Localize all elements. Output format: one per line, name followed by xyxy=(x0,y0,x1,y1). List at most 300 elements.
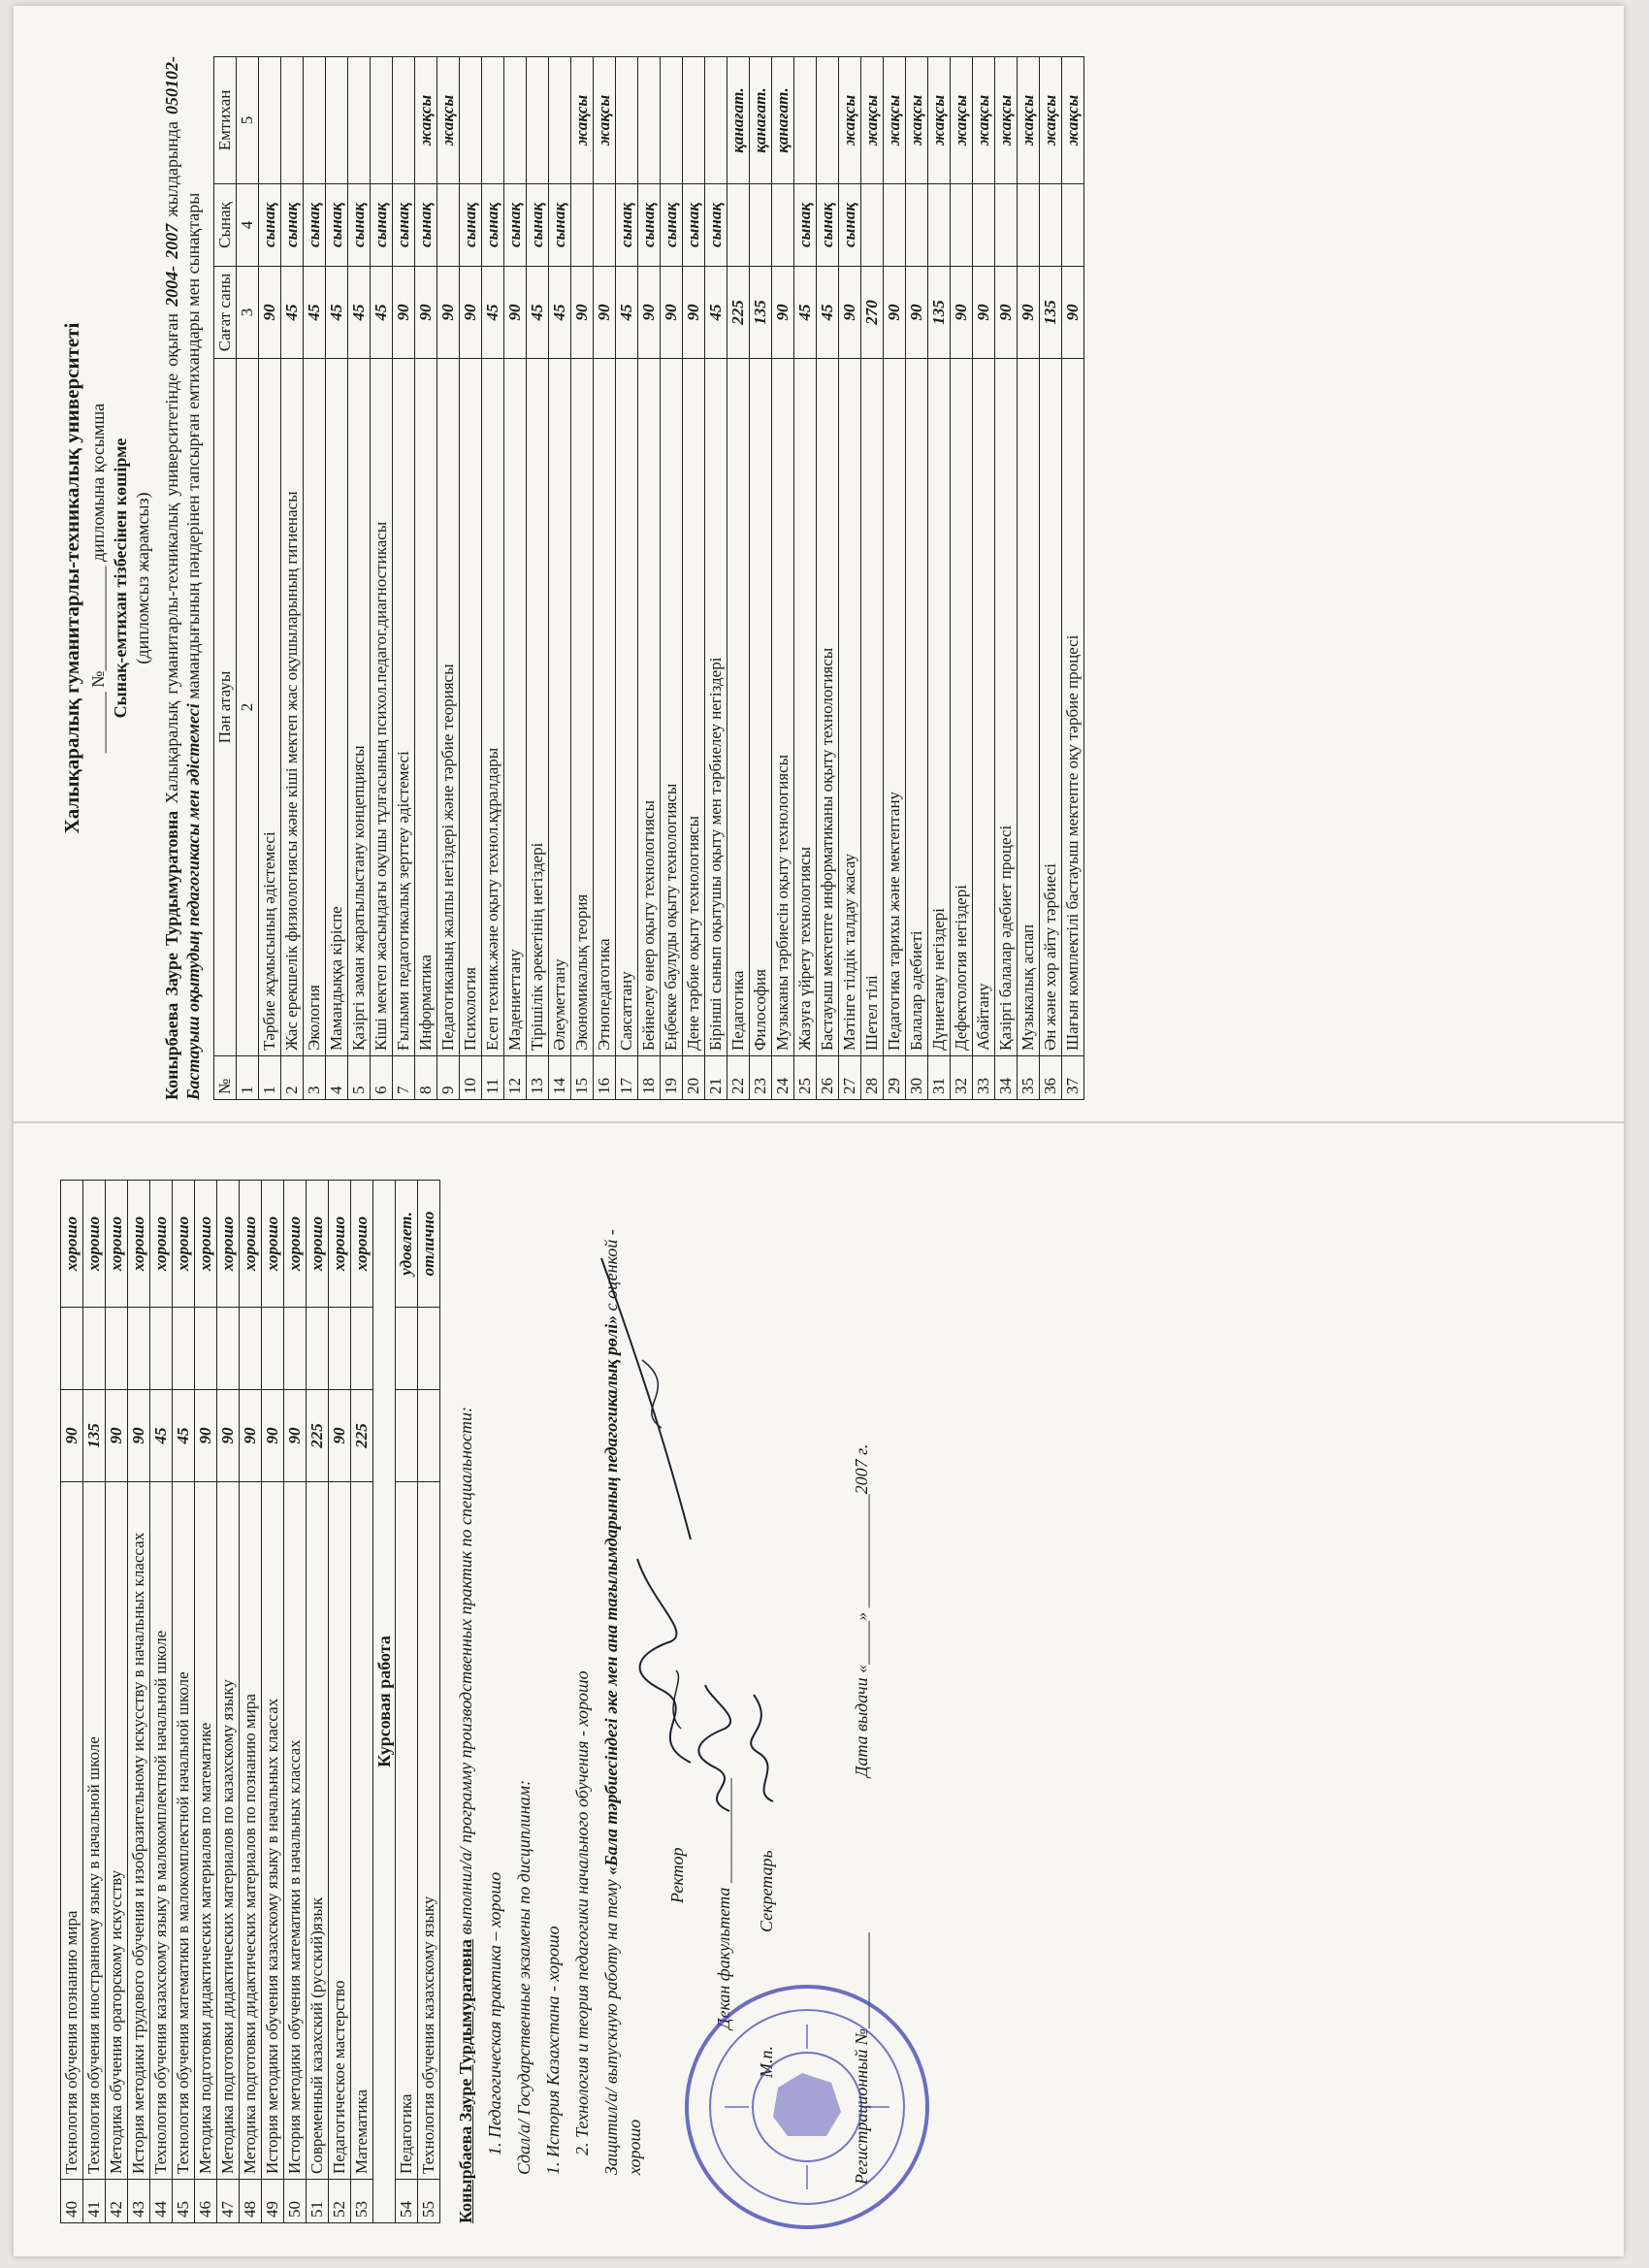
exam-grade xyxy=(348,57,371,184)
test-result xyxy=(884,184,906,267)
test-result xyxy=(284,1308,307,1390)
table-row xyxy=(217,1181,240,2223)
exam-grade xyxy=(304,57,326,184)
test-result xyxy=(951,184,973,267)
table-row xyxy=(906,57,928,1100)
thesis-paragraph: Защитил/а/ выпускную работу на тему «Бала тәрбиесіндегі әке мен ана тағылымдарының педагогикалық рөлі» с оценкой - хорошо xyxy=(601,1229,644,2175)
exam-grade: жақсы xyxy=(884,57,906,184)
hours: 90 xyxy=(638,267,661,359)
subject-name: Мамандыққа кіріспе xyxy=(326,359,348,1056)
table-row xyxy=(728,57,750,1100)
table-row xyxy=(351,1181,373,2223)
test-result: сынақ xyxy=(683,184,705,267)
exam-grade xyxy=(616,57,638,184)
test-result: сынақ xyxy=(415,184,437,267)
table-row xyxy=(839,57,861,1100)
hours: 90 xyxy=(284,1390,307,1482)
secretary-signature xyxy=(739,1690,792,1806)
row-number: 8 xyxy=(415,1056,437,1100)
exam-grade xyxy=(794,57,817,184)
hours: 45 xyxy=(326,267,348,359)
exam-grade: хорошо xyxy=(262,1181,284,1308)
col-hours: Сағат саны xyxy=(214,267,237,359)
row-number: 20 xyxy=(683,1056,705,1100)
subject-name: Методика обучения ораторскому искусству xyxy=(106,1482,128,2180)
table-row xyxy=(61,1181,83,2223)
test-result xyxy=(262,1308,284,1390)
grades-table-ru xyxy=(60,1180,440,2223)
exam-grade: қанағат. xyxy=(772,57,794,184)
table-row xyxy=(928,57,951,1100)
row-number: 11 xyxy=(482,1056,504,1100)
table-row xyxy=(304,57,326,1100)
hours: 90 xyxy=(415,267,437,359)
hours: 90 xyxy=(906,267,928,359)
exam-grade: жақсы xyxy=(973,57,995,184)
row-number: 24 xyxy=(772,1056,794,1100)
exam-grade xyxy=(482,57,504,184)
table-row xyxy=(861,57,884,1100)
test-result: сынақ xyxy=(393,184,415,267)
subject-name: Бастауыш мектепте информатиканы оқыту технологиясы xyxy=(817,359,839,1056)
subject-name: Педагогика тарихы және мектептану xyxy=(884,359,906,1056)
subject-name: История методики обучения математики в начальных классах xyxy=(284,1482,307,2180)
row-number: 7 xyxy=(393,1056,415,1100)
subject-name: Тәрбие жұмысының әдістемесі xyxy=(259,359,281,1056)
subject-name: Шетел тілі xyxy=(861,359,884,1056)
row-number: 25 xyxy=(794,1056,817,1100)
subject-name: Этнопедагогика xyxy=(594,359,616,1056)
hours: 90 xyxy=(437,267,460,359)
subject-name: Экология xyxy=(304,359,326,1056)
test-result xyxy=(1062,184,1084,267)
subject-name: Экономикалық теория xyxy=(571,359,594,1056)
subject-name: Бейнелеу өнер оқыту технологиясы xyxy=(638,359,661,1056)
exam-grade xyxy=(259,57,281,184)
subject-name: Технология обучения казахскому языку в малокомплектной начальной школе xyxy=(150,1482,173,2180)
test-result xyxy=(861,184,884,267)
table-row xyxy=(1040,57,1062,1100)
table-row xyxy=(281,57,304,1100)
subject-name: Философия xyxy=(750,359,772,1056)
exam-grade: хорошо xyxy=(329,1181,351,1308)
row-number: 49 xyxy=(262,2180,284,2223)
table-row xyxy=(418,1181,440,2223)
exam-grade: жақсы xyxy=(951,57,973,184)
hours: 45 xyxy=(817,267,839,359)
subject-name: Дефектология негіздері xyxy=(951,359,973,1056)
hours: 90 xyxy=(106,1390,128,1482)
hours: 135 xyxy=(750,267,772,359)
table-row xyxy=(128,1181,150,2223)
subject-name: Технология обучения познанию мира xyxy=(61,1482,83,2180)
hours: 90 xyxy=(195,1390,217,1482)
signature-block xyxy=(652,1180,943,2223)
exam-grade xyxy=(638,57,661,184)
hours: 225 xyxy=(351,1390,373,1482)
row-number: 44 xyxy=(150,2180,173,2223)
exam-grade xyxy=(661,57,683,184)
subject-name: Технология обучения иностранному языку в начальной школе xyxy=(83,1482,106,2180)
exam-grade: хорошо xyxy=(351,1181,373,1308)
table-row xyxy=(683,57,705,1100)
hours: 45 xyxy=(371,267,393,359)
table-row xyxy=(527,57,549,1100)
exam-grade: хорошо xyxy=(195,1181,217,1308)
secretary-label: Секретарь xyxy=(757,1850,776,1932)
table-row xyxy=(240,1181,262,2223)
dean-label: Декан факультета ____________ xyxy=(714,1778,733,2029)
document-subtitle: (дипломсыз жарамсыз) xyxy=(133,492,152,664)
table-row xyxy=(150,1181,173,2223)
exam-grade xyxy=(705,57,728,184)
subject-name: Музыкалық аспап xyxy=(1018,359,1040,1056)
official-stamp xyxy=(681,1981,933,2233)
table-row xyxy=(616,57,638,1100)
subject-name: Балалар әдебиеті xyxy=(906,359,928,1056)
hours: 90 xyxy=(128,1390,150,1482)
hours: 135 xyxy=(928,267,951,359)
exam-grade: жақсы xyxy=(995,57,1018,184)
subject-name: Қазіргі балалар әдебиет процесі xyxy=(995,359,1018,1056)
row-number: 27 xyxy=(839,1056,861,1100)
subject-name: Технология обучения казахскому языку xyxy=(418,1482,440,2180)
exam-grade xyxy=(683,57,705,184)
rector-label: Ректор xyxy=(667,1847,687,1903)
study-years: 2004- 2007 xyxy=(162,223,181,307)
subject-name: Қазіргі заман жаратылыстану концепциясы xyxy=(348,359,371,1056)
subject-name: Саясаттану xyxy=(616,359,638,1056)
hours: 45 xyxy=(348,267,371,359)
row-number: 32 xyxy=(951,1056,973,1100)
hours: 90 xyxy=(61,1390,83,1482)
test-result xyxy=(928,184,951,267)
row-number: 22 xyxy=(728,1056,750,1100)
thesis-title: «Бала тәрбиесіндегі әке мен ана тағылымдарының педагогикалық рөлі» xyxy=(601,1314,621,1875)
exam-grade xyxy=(504,57,527,184)
table-row xyxy=(504,57,527,1100)
test-result: сынақ xyxy=(794,184,817,267)
row-number: 26 xyxy=(817,1056,839,1100)
kazakh-page xyxy=(43,35,1604,1121)
row-number: 36 xyxy=(1040,1056,1062,1100)
student-name-ru: Конырбаева Зауре Турдымуратовна xyxy=(456,1939,475,2223)
hours: 45 xyxy=(705,267,728,359)
test-result xyxy=(571,184,594,267)
table-row xyxy=(594,57,616,1100)
hours: 90 xyxy=(240,1390,262,1482)
table-row xyxy=(326,57,348,1100)
subject-name: Информатика xyxy=(415,359,437,1056)
subject-name: История методики обучения казахскому языку в начальных классах xyxy=(262,1482,284,2180)
test-result: сынақ xyxy=(281,184,304,267)
hours: 90 xyxy=(594,267,616,359)
subject-name: Абайтану xyxy=(973,359,995,1056)
hours: 45 xyxy=(549,267,571,359)
subject-name: Бірінші сынып оқытушы оқыту мен тәрбиелеу негіздері xyxy=(705,359,728,1056)
table-header xyxy=(214,57,237,1100)
subject-name: Педагогиканың жалпы негіздері және тәрбие теориясы xyxy=(437,359,460,1056)
subject-name: Педагогика xyxy=(396,1482,418,2180)
table-row xyxy=(1062,57,1084,1100)
test-result xyxy=(106,1308,128,1390)
exam-grade: қанағат. xyxy=(750,57,772,184)
hours: 135 xyxy=(1040,267,1062,359)
student-name: Конырбаева Зауре Турдымуратовна xyxy=(162,810,181,1100)
subject-name: Дүниетану негіздері xyxy=(928,359,951,1056)
row-number: 6 xyxy=(371,1056,393,1100)
subject-name: Ән және хор айту тәрбиесі xyxy=(1040,359,1062,1056)
col-test: Сынақ xyxy=(214,184,237,267)
table-row xyxy=(817,57,839,1100)
registration-number: Регистрационный №___________ xyxy=(852,1932,871,2185)
row-number: 19 xyxy=(661,1056,683,1100)
exam-grade: жақсы xyxy=(861,57,884,184)
table-row xyxy=(371,57,393,1100)
test-result xyxy=(594,184,616,267)
hours: 90 xyxy=(839,267,861,359)
row-number: 47 xyxy=(217,2180,240,2223)
exam-grade xyxy=(460,57,482,184)
row-number: 29 xyxy=(884,1056,906,1100)
practice-1: 1. Педагогическая практика – хорошо xyxy=(485,1871,504,2155)
specialty: 050102-Бастауыш оқытудың педагогикасы мен әдістемесі xyxy=(162,55,203,1100)
table-row xyxy=(995,57,1018,1100)
subject-name: Мәдениеттану xyxy=(504,359,527,1056)
exam-grade: хорошо xyxy=(128,1181,150,1308)
intro-paragraph: Конырбаева Зауре Турдымуратовна Халықаралық гуманитарлы-техникалық университетінде оқыған 2004- 2007 жылдарында 050102-Бастауыш оқытудың педагогикасы мен әдістемесі мамандығының пәндерінен тапсырған емтихандары мен сынақтары xyxy=(162,55,203,1100)
row-number: 4 xyxy=(326,1056,348,1100)
row-number: 14 xyxy=(549,1056,571,1100)
subject-name: Дене тәрбие оқыту технологиясы xyxy=(683,359,705,1056)
table-row xyxy=(661,57,683,1100)
exam-grade: хорошо xyxy=(106,1181,128,1308)
row-number: 28 xyxy=(861,1056,884,1100)
row-number: 46 xyxy=(195,2180,217,2223)
exam-grade: хорошо xyxy=(150,1181,173,1308)
test-result xyxy=(217,1308,240,1390)
col-number: № xyxy=(214,1056,237,1100)
row-number: 17 xyxy=(616,1056,638,1100)
hours: 45 xyxy=(173,1390,195,1482)
exam-2: 2. Технология и теория педагогики начального обучения - хорошо xyxy=(572,1670,592,2155)
hours: 45 xyxy=(527,267,549,359)
row-number: 10 xyxy=(460,1056,482,1100)
test-result xyxy=(396,1308,418,1390)
exam-grade xyxy=(527,57,549,184)
table-row xyxy=(284,1181,307,2223)
document-title: Сынақ-емтихан тізбесінен көшірме xyxy=(111,437,130,719)
hours: 270 xyxy=(861,267,884,359)
exam-grade: жақсы xyxy=(1062,57,1084,184)
row-number: 35 xyxy=(1018,1056,1040,1100)
test-result: сынақ xyxy=(638,184,661,267)
test-result xyxy=(1040,184,1062,267)
table-row xyxy=(415,57,437,1100)
subject-name: Шағын комплектілі бастауыш мектепте оқу тәрбие процесі xyxy=(1062,359,1084,1056)
table-row xyxy=(705,57,728,1100)
test-result xyxy=(750,184,772,267)
row-number: 3 xyxy=(304,1056,326,1100)
exam-grade: хорошо xyxy=(61,1181,83,1308)
subject-name: Методика подготовки дидактических материалов по казахскому языку xyxy=(217,1482,240,2180)
coursework-header-row xyxy=(373,1181,396,2223)
table-row xyxy=(329,1181,351,2223)
col-exam: Емтихан xyxy=(214,57,237,184)
test-result: сынақ xyxy=(504,184,527,267)
test-result xyxy=(906,184,928,267)
hours: 90 xyxy=(259,267,281,359)
hours: 90 xyxy=(1018,267,1040,359)
subject-name: Мәтінге тілдік талдау жасау xyxy=(839,359,861,1056)
subject-name: Ғылыми педагогикалық зерттеу әдістемесі xyxy=(393,359,415,1056)
test-result xyxy=(351,1308,373,1390)
table-row xyxy=(951,57,973,1100)
row-number: 52 xyxy=(329,2180,351,2223)
row-number: 15 xyxy=(571,1056,594,1100)
row-number: 21 xyxy=(705,1056,728,1100)
hours xyxy=(418,1390,440,1482)
row-number: 37 xyxy=(1062,1056,1084,1100)
table-row xyxy=(195,1181,217,2223)
test-result xyxy=(128,1308,150,1390)
row-number: 30 xyxy=(906,1056,928,1100)
exam-grade xyxy=(371,57,393,184)
table-row xyxy=(262,1181,284,2223)
hours: 45 xyxy=(150,1390,173,1482)
hours: 45 xyxy=(304,267,326,359)
subject-name: История методики трудового обучения и изобразительному искусству в начальных классах xyxy=(128,1482,150,2180)
hours: 45 xyxy=(616,267,638,359)
row-number: 18 xyxy=(638,1056,661,1100)
table-row xyxy=(173,1181,195,2223)
subject-name: Есеп техник.және оқыту технол.құралдары xyxy=(482,359,504,1056)
exam-grade: жақсы xyxy=(906,57,928,184)
row-number: 55 xyxy=(418,2180,440,2223)
exam-grade: жақсы xyxy=(1018,57,1040,184)
test-result xyxy=(195,1308,217,1390)
hours: 45 xyxy=(281,267,304,359)
subject-name: Тірішілік әрекетінің негіздері xyxy=(527,359,549,1056)
row-number: 45 xyxy=(173,2180,195,2223)
table-index-row: 1 2 3 4 5 xyxy=(237,57,259,1100)
subject-name: Педагогическое мастерство xyxy=(329,1482,351,2180)
exam-grade: отлично xyxy=(418,1181,440,1308)
subject-name: Еңбекке баулуды оқыту технологиясы xyxy=(661,359,683,1056)
table-row xyxy=(396,1181,418,2223)
hours: 90 xyxy=(460,267,482,359)
test-result: сынақ xyxy=(371,184,393,267)
exam-grade: жақсы xyxy=(1040,57,1062,184)
row-number: 54 xyxy=(396,2180,418,2223)
subject-name: Педагогика xyxy=(728,359,750,1056)
subject-name: Методика подготовки дидактических материалов по математике xyxy=(195,1482,217,2180)
test-result: сынақ xyxy=(705,184,728,267)
row-number: 12 xyxy=(504,1056,527,1100)
test-result: сынақ xyxy=(549,184,571,267)
subject-name: Музыканы тәрбиесін оқыту технологиясы xyxy=(772,359,794,1056)
test-result xyxy=(83,1308,106,1390)
row-number: 9 xyxy=(437,1056,460,1100)
row-number: 51 xyxy=(307,2180,329,2223)
mp-label: М.п. xyxy=(757,2046,776,2078)
hours: 135 xyxy=(83,1390,106,1482)
test-result: сынақ xyxy=(616,184,638,267)
test-result xyxy=(973,184,995,267)
exam-grade: жақсы xyxy=(437,57,460,184)
hours: 225 xyxy=(307,1390,329,1482)
test-result xyxy=(1018,184,1040,267)
col-subject: Пән атауы xyxy=(214,359,237,1056)
subject-name: Жазуға үйрету технологиясы xyxy=(794,359,817,1056)
row-number: 31 xyxy=(928,1056,951,1100)
row-number: 34 xyxy=(995,1056,1018,1100)
test-result xyxy=(728,184,750,267)
table-row xyxy=(884,57,906,1100)
hours: 90 xyxy=(683,267,705,359)
test-result: сынақ xyxy=(259,184,281,267)
table-row xyxy=(348,57,371,1100)
row-number: 5 xyxy=(348,1056,371,1100)
exam-grade xyxy=(393,57,415,184)
subject-name: Кіші мектеп жасындағы оқушы тұлғасының психол.педагог.диагностикасы xyxy=(371,359,393,1056)
test-result xyxy=(150,1308,173,1390)
test-result: сынақ xyxy=(348,184,371,267)
hours: 90 xyxy=(504,267,527,359)
exam-grade: жақсы xyxy=(571,57,594,184)
table-row xyxy=(549,57,571,1100)
test-result xyxy=(307,1308,329,1390)
table-row xyxy=(1018,57,1040,1100)
row-number: 42 xyxy=(106,2180,128,2223)
exam-grade xyxy=(281,57,304,184)
table-row xyxy=(437,57,460,1100)
practice-paragraph: Конырбаева Зауре Турдымуратовна выполнил/а/ программу производственных практик по специальности: xyxy=(456,1407,475,2223)
hours: 90 xyxy=(262,1390,284,1482)
test-result: сынақ xyxy=(527,184,549,267)
table-row xyxy=(794,57,817,1100)
table-row xyxy=(83,1181,106,2223)
exam-grade: хорошо xyxy=(173,1181,195,1308)
grades-table-kz xyxy=(213,56,1084,1100)
table-row xyxy=(750,57,772,1100)
subject-name: Әлеуметтану xyxy=(549,359,571,1056)
row-number: 50 xyxy=(284,2180,307,2223)
test-result xyxy=(61,1308,83,1390)
hours: 90 xyxy=(393,267,415,359)
diploma-number: _______ №____________ дипломына қосымша xyxy=(88,403,108,754)
hours: 90 xyxy=(973,267,995,359)
exam-grade: удовлет. xyxy=(396,1181,418,1308)
exam-grade: хорошо xyxy=(83,1181,106,1308)
test-result: сынақ xyxy=(839,184,861,267)
table-row xyxy=(571,57,594,1100)
exam-grade: жақсы xyxy=(415,57,437,184)
table-row xyxy=(259,57,281,1100)
hours: 90 xyxy=(995,267,1018,359)
exam-grade xyxy=(817,57,839,184)
hours: 90 xyxy=(661,267,683,359)
table-row xyxy=(638,57,661,1100)
subject-name: Психология xyxy=(460,359,482,1056)
date-issued: Дата выдачи «_____» _____________2007 г. xyxy=(852,1443,871,1777)
exam-1: 1. История Казахстана - хорошо xyxy=(543,1926,563,2175)
test-result: сынақ xyxy=(326,184,348,267)
test-result xyxy=(173,1308,195,1390)
state-exams-intro: Сдал/а/ Государственные экзамены по дисциплинам: xyxy=(514,1779,534,2175)
row-number: 1 xyxy=(259,1056,281,1100)
table-row xyxy=(973,57,995,1100)
